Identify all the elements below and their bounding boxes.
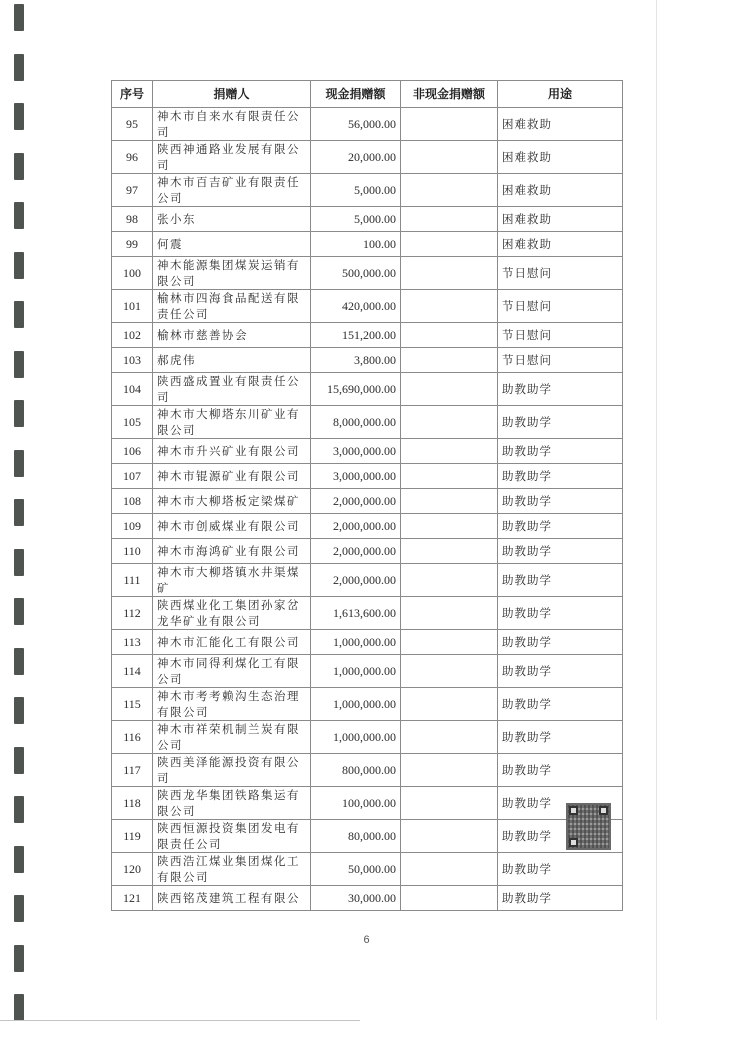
cell-serial-number: 99 [112,232,153,257]
cell-purpose: 节日慰问 [498,323,623,348]
cell-purpose: 助教助学 [498,820,623,853]
cell-purpose: 助教助学 [498,406,623,439]
cell-serial-number: 96 [112,141,153,174]
cell-donor: 神木市海鸿矿业有限公司 [153,539,311,564]
cell-serial-number: 101 [112,290,153,323]
table-row [112,539,623,564]
cell-noncash-amount [401,754,498,787]
table-row [112,820,623,853]
cell-donor: 神木市大柳塔镇水井渠煤矿 [153,564,311,597]
cell-noncash-amount [401,348,498,373]
binding-mark [14,400,24,427]
table-row [112,439,623,464]
binding-mark [14,54,24,81]
cell-serial-number: 117 [112,754,153,787]
cell-purpose: 助教助学 [498,564,623,597]
table-row [112,323,623,348]
cell-noncash-amount [401,257,498,290]
cell-donor: 神木市百吉矿业有限责任公司 [153,174,311,207]
cell-serial-number: 107 [112,464,153,489]
cell-donor: 神木市大柳塔东川矿业有限公司 [153,406,311,439]
cell-cash-amount: 20,000.00 [311,141,401,174]
cell-purpose: 助教助学 [498,721,623,754]
cell-serial-number: 106 [112,439,153,464]
cell-cash-amount: 2,000,000.00 [311,539,401,564]
cell-donor: 神木市祥荣机制兰炭有限公司 [153,721,311,754]
cell-purpose: 助教助学 [498,489,623,514]
binding-mark [14,252,24,279]
cell-noncash-amount [401,886,498,911]
cell-donor: 榆林市慈善协会 [153,323,311,348]
table-row [112,721,623,754]
cell-noncash-amount [401,721,498,754]
table-row [112,406,623,439]
cell-purpose: 困难救助 [498,207,623,232]
cell-cash-amount: 2,000,000.00 [311,489,401,514]
cell-noncash-amount [401,141,498,174]
table-row [112,373,623,406]
cell-donor: 张小东 [153,207,311,232]
cell-purpose: 困难救助 [498,174,623,207]
cell-noncash-amount [401,564,498,597]
cell-cash-amount: 420,000.00 [311,290,401,323]
cell-serial-number: 102 [112,323,153,348]
cell-noncash-amount [401,108,498,141]
binding-mark [14,598,24,625]
table-row [112,464,623,489]
cell-noncash-amount [401,464,498,489]
table-row [112,886,623,911]
cell-purpose: 助教助学 [498,439,623,464]
cell-purpose: 节日慰问 [498,290,623,323]
cell-cash-amount: 100,000.00 [311,787,401,820]
cell-purpose: 助教助学 [498,464,623,489]
cell-purpose: 节日慰问 [498,348,623,373]
cell-cash-amount: 30,000.00 [311,886,401,911]
cell-noncash-amount [401,688,498,721]
binding-mark [14,747,24,774]
cell-cash-amount: 100.00 [311,232,401,257]
table-row [112,514,623,539]
cell-cash-amount: 1,000,000.00 [311,630,401,655]
cell-noncash-amount [401,820,498,853]
cell-cash-amount: 3,000,000.00 [311,464,401,489]
table-row [112,630,623,655]
cell-noncash-amount [401,232,498,257]
cell-cash-amount: 8,000,000.00 [311,406,401,439]
binding-marks [0,0,40,1039]
cell-donor: 陕西铭茂建筑工程有限公 [153,886,311,911]
cell-serial-number: 116 [112,721,153,754]
qr-finder-pattern [569,838,578,847]
cell-cash-amount: 80,000.00 [311,820,401,853]
cell-purpose: 助教助学 [498,886,623,911]
binding-mark [14,153,24,180]
cell-donor: 郝虎伟 [153,348,311,373]
cell-cash-amount: 1,000,000.00 [311,688,401,721]
binding-mark [14,994,24,1021]
cell-serial-number: 100 [112,257,153,290]
cell-noncash-amount [401,406,498,439]
cell-cash-amount: 5,000.00 [311,207,401,232]
table-row [112,564,623,597]
header-serial-number: 序号 [112,81,153,108]
cell-cash-amount: 3,800.00 [311,348,401,373]
table-row [112,232,623,257]
table-header-row [112,81,623,108]
binding-mark [14,351,24,378]
cell-purpose: 助教助学 [498,853,623,886]
cell-serial-number: 110 [112,539,153,564]
cell-donor: 神木市大柳塔板定梁煤矿 [153,489,311,514]
cell-donor: 何震 [153,232,311,257]
cell-serial-number: 120 [112,853,153,886]
cell-noncash-amount [401,655,498,688]
table-body [112,108,623,911]
binding-mark [14,945,24,972]
cell-donor: 陕西美泽能源投资有限公司 [153,754,311,787]
cell-donor: 神木市锟源矿业有限公司 [153,464,311,489]
cell-purpose: 助教助学 [498,539,623,564]
cell-cash-amount: 5,000.00 [311,174,401,207]
table-row [112,290,623,323]
cell-donor: 神木市创威煤业有限公司 [153,514,311,539]
cell-cash-amount: 15,690,000.00 [311,373,401,406]
binding-mark [14,103,24,130]
cell-noncash-amount [401,539,498,564]
cell-donor: 陕西龙华集团铁路集运有限公司 [153,787,311,820]
table-row [112,348,623,373]
table-row [112,141,623,174]
cell-purpose: 助教助学 [498,754,623,787]
cell-noncash-amount [401,597,498,630]
cell-purpose: 助教助学 [498,655,623,688]
binding-mark [14,301,24,328]
cell-cash-amount: 56,000.00 [311,108,401,141]
cell-noncash-amount [401,174,498,207]
cell-cash-amount: 151,200.00 [311,323,401,348]
cell-donor: 榆林市四海食品配送有限责任公司 [153,290,311,323]
cell-donor: 陕西浩江煤业集团煤化工有限公司 [153,853,311,886]
cell-donor: 神木市汇能化工有限公司 [153,630,311,655]
cell-purpose: 助教助学 [498,688,623,721]
cell-purpose: 助教助学 [498,787,623,820]
cell-donor: 神木能源集团煤炭运销有限公司 [153,257,311,290]
cell-serial-number: 119 [112,820,153,853]
cell-noncash-amount [401,207,498,232]
cell-donor: 神木市升兴矿业有限公司 [153,439,311,464]
binding-mark [14,4,24,31]
cell-noncash-amount [401,439,498,464]
binding-mark [14,648,24,675]
cell-noncash-amount [401,323,498,348]
qr-finder-pattern [569,806,578,815]
cell-noncash-amount [401,489,498,514]
cell-purpose: 助教助学 [498,373,623,406]
binding-mark [14,796,24,823]
cell-purpose: 节日慰问 [498,257,623,290]
binding-mark [14,549,24,576]
cell-donor: 陕西盛成置业有限责任公司 [153,373,311,406]
cell-cash-amount: 2,000,000.00 [311,564,401,597]
binding-mark [14,846,24,873]
cell-noncash-amount [401,853,498,886]
table-row [112,688,623,721]
cell-serial-number: 121 [112,886,153,911]
cell-cash-amount: 1,000,000.00 [311,721,401,754]
table-row [112,597,623,630]
cell-serial-number: 105 [112,406,153,439]
table-row [112,754,623,787]
cell-noncash-amount [401,290,498,323]
table-row [112,257,623,290]
cell-donor: 神木市考考赖沟生态治理有限公司 [153,688,311,721]
cell-noncash-amount [401,787,498,820]
cell-serial-number: 98 [112,207,153,232]
header-donor: 捐赠人 [153,81,311,108]
cell-serial-number: 95 [112,108,153,141]
cell-cash-amount: 500,000.00 [311,257,401,290]
cell-noncash-amount [401,630,498,655]
table-row [112,853,623,886]
cell-donor: 陕西煤业化工集团孙家岔龙华矿业有限公司 [153,597,311,630]
cell-cash-amount: 800,000.00 [311,754,401,787]
header-noncash-amount: 非现金捐赠额 [401,81,498,108]
cell-donor: 神木市自来水有限责任公司 [153,108,311,141]
cell-donor: 陕西恒源投资集团发电有限责任公司 [153,820,311,853]
qr-code-image [566,803,611,850]
cell-serial-number: 111 [112,564,153,597]
cell-serial-number: 112 [112,597,153,630]
cell-serial-number: 97 [112,174,153,207]
cell-serial-number: 118 [112,787,153,820]
cell-serial-number: 108 [112,489,153,514]
scan-edge-vertical [656,0,657,1020]
cell-purpose: 困难救助 [498,232,623,257]
cell-noncash-amount [401,373,498,406]
cell-donor: 陕西神通路业发展有限公司 [153,141,311,174]
donation-table [111,80,623,911]
cell-serial-number: 104 [112,373,153,406]
cell-purpose: 助教助学 [498,630,623,655]
cell-cash-amount: 3,000,000.00 [311,439,401,464]
cell-noncash-amount [401,514,498,539]
table-row [112,787,623,820]
table-row [112,174,623,207]
cell-serial-number: 109 [112,514,153,539]
cell-serial-number: 114 [112,655,153,688]
cell-cash-amount: 2,000,000.00 [311,514,401,539]
cell-purpose: 助教助学 [498,514,623,539]
binding-mark [14,697,24,724]
cell-donor: 神木市同得利煤化工有限公司 [153,655,311,688]
table-row [112,655,623,688]
qr-finder-pattern [599,806,608,815]
cell-serial-number: 103 [112,348,153,373]
binding-mark [14,499,24,526]
cell-cash-amount: 1,613,600.00 [311,597,401,630]
scan-edge-horizontal [0,1020,360,1021]
page-number: 6 [363,934,370,946]
cell-purpose: 困难救助 [498,141,623,174]
binding-mark [14,202,24,229]
header-purpose: 用途 [498,81,623,108]
binding-mark [14,895,24,922]
header-cash-amount: 现金捐赠额 [311,81,401,108]
cell-serial-number: 113 [112,630,153,655]
cell-serial-number: 115 [112,688,153,721]
cell-cash-amount: 1,000,000.00 [311,655,401,688]
cell-cash-amount: 50,000.00 [311,853,401,886]
table-row [112,108,623,141]
cell-purpose: 助教助学 [498,597,623,630]
cell-purpose: 困难救助 [498,108,623,141]
binding-mark [14,450,24,477]
table-row [112,489,623,514]
table-row [112,207,623,232]
